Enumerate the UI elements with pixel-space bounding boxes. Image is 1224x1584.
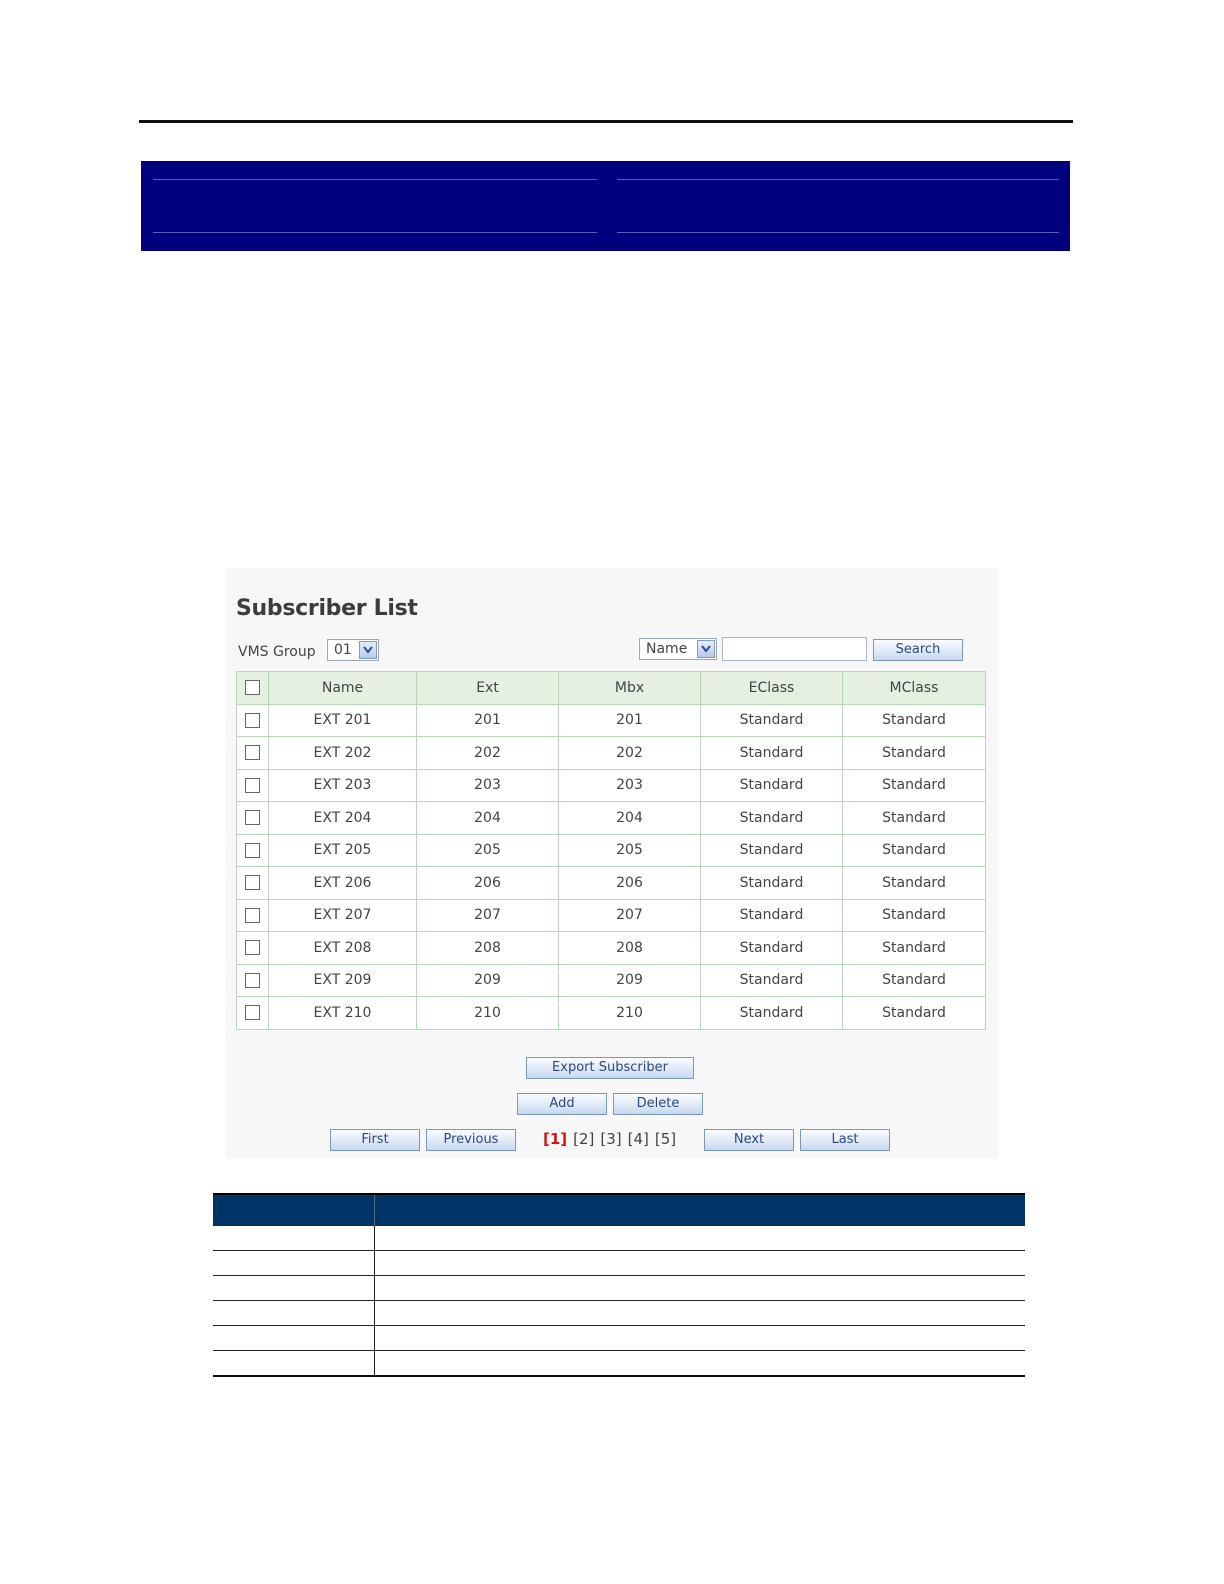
parameter-header-cell: [213, 1194, 374, 1226]
last-page-button[interactable]: Last: [800, 1129, 890, 1151]
select-all-checkbox[interactable]: [245, 680, 260, 695]
next-page-button[interactable]: Next: [704, 1129, 794, 1151]
cell-ext: 205: [417, 834, 559, 867]
cell-ext: 204: [417, 802, 559, 835]
cell-mclass: Standard: [843, 964, 986, 997]
table-row[interactable]: [237, 737, 986, 770]
table-row: [213, 1251, 1025, 1276]
row-select-cell[interactable]: [237, 769, 269, 802]
page-links: [543, 1130, 682, 1148]
row-select-cell[interactable]: [237, 737, 269, 770]
column-header-mclass[interactable]: MClass: [843, 672, 986, 705]
cell-mbx: 210: [559, 997, 701, 1030]
vms-group-value: 01: [334, 642, 352, 658]
cell-ext: 201: [417, 704, 559, 737]
table-row[interactable]: [237, 802, 986, 835]
chevron-down-icon[interactable]: [697, 640, 715, 658]
vms-group-select[interactable]: [327, 639, 379, 661]
cell-eclass: Standard: [701, 964, 843, 997]
cell-eclass: Standard: [701, 737, 843, 770]
column-header-name[interactable]: Name: [269, 672, 417, 705]
cell-mbx: 208: [559, 932, 701, 965]
cell-mclass: Standard: [843, 737, 986, 770]
cell-name: EXT 202: [269, 737, 417, 770]
page-link[interactable]: [5]: [654, 1130, 677, 1148]
cell-mbx: 206: [559, 867, 701, 900]
page-link-current[interactable]: [1]: [543, 1130, 568, 1148]
parameter-cell: [213, 1326, 374, 1351]
cell-mclass: Standard: [843, 899, 986, 932]
cell-mclass: Standard: [843, 867, 986, 900]
row-select-cell[interactable]: [237, 834, 269, 867]
parameter-cell: [213, 1276, 374, 1301]
table-row: [213, 1226, 1025, 1251]
table-row[interactable]: [237, 964, 986, 997]
cell-eclass: Standard: [701, 899, 843, 932]
cell-eclass: Standard: [701, 867, 843, 900]
subscriber-list-screenshot: [226, 568, 998, 1158]
cell-mbx: 209: [559, 964, 701, 997]
row-checkbox[interactable]: [245, 745, 260, 760]
row-checkbox[interactable]: [245, 908, 260, 923]
search-field-select[interactable]: [639, 638, 717, 660]
description-cell: [374, 1226, 1025, 1251]
add-button[interactable]: Add: [517, 1093, 607, 1115]
table-row: [213, 1326, 1025, 1351]
cell-name: EXT 208: [269, 932, 417, 965]
table-row: [213, 1351, 1025, 1377]
cell-name: EXT 209: [269, 964, 417, 997]
cell-name: EXT 201: [269, 704, 417, 737]
cell-mbx: 207: [559, 899, 701, 932]
page-link[interactable]: [3]: [600, 1130, 622, 1148]
delete-button[interactable]: Delete: [613, 1093, 703, 1115]
cell-eclass: Standard: [701, 834, 843, 867]
description-header-cell: [374, 1194, 1025, 1226]
cell-eclass: Standard: [701, 802, 843, 835]
export-subscriber-button[interactable]: Export Subscriber: [526, 1057, 694, 1079]
column-header-eclass[interactable]: EClass: [701, 672, 843, 705]
parameter-cell: [213, 1226, 374, 1251]
search-input[interactable]: [722, 637, 867, 661]
cell-ext: 209: [417, 964, 559, 997]
parameter-cell: [213, 1351, 374, 1377]
row-select-cell[interactable]: [237, 997, 269, 1030]
table-row[interactable]: [237, 769, 986, 802]
row-select-cell[interactable]: [237, 932, 269, 965]
row-checkbox[interactable]: [245, 1005, 260, 1020]
parameter-cell: [213, 1301, 374, 1326]
previous-page-button[interactable]: Previous: [426, 1129, 516, 1151]
cell-mclass: Standard: [843, 834, 986, 867]
row-select-cell[interactable]: [237, 964, 269, 997]
first-page-button[interactable]: First: [330, 1129, 420, 1151]
description-cell: [374, 1301, 1025, 1326]
cell-mclass: Standard: [843, 769, 986, 802]
table-row[interactable]: [237, 867, 986, 900]
cell-eclass: Standard: [701, 769, 843, 802]
cell-ext: 202: [417, 737, 559, 770]
row-checkbox[interactable]: [245, 778, 260, 793]
table-row: [213, 1276, 1025, 1301]
cell-ext: 206: [417, 867, 559, 900]
table-row[interactable]: [237, 997, 986, 1030]
top-rule: [139, 120, 1073, 123]
cell-mbx: 202: [559, 737, 701, 770]
row-select-cell[interactable]: [237, 899, 269, 932]
cell-name: EXT 210: [269, 997, 417, 1030]
row-select-cell[interactable]: [237, 867, 269, 900]
chevron-down-icon[interactable]: [359, 641, 377, 659]
vms-group-label: VMS Group: [238, 644, 316, 660]
cell-name: EXT 205: [269, 834, 417, 867]
column-header-mbx[interactable]: Mbx: [559, 672, 701, 705]
cell-ext: 207: [417, 899, 559, 932]
banner-line: [153, 179, 597, 180]
row-select-cell[interactable]: [237, 802, 269, 835]
cell-mclass: Standard: [843, 932, 986, 965]
row-checkbox[interactable]: [245, 875, 260, 890]
cell-mclass: Standard: [843, 802, 986, 835]
cell-eclass: Standard: [701, 704, 843, 737]
table-row[interactable]: [237, 834, 986, 867]
row-checkbox[interactable]: [245, 810, 260, 825]
parameter-table-header: [213, 1194, 1025, 1226]
page-link[interactable]: [4]: [627, 1130, 649, 1148]
row-select-cell[interactable]: [237, 704, 269, 737]
search-field-value: Name: [646, 641, 688, 657]
table-row[interactable]: [237, 899, 986, 932]
cell-mbx: 205: [559, 834, 701, 867]
row-checkbox[interactable]: [245, 940, 260, 955]
header-banner: [141, 161, 1070, 251]
column-header-ext[interactable]: Ext: [417, 672, 559, 705]
row-checkbox[interactable]: [245, 843, 260, 858]
description-cell: [374, 1326, 1025, 1351]
banner-line: [153, 232, 597, 233]
cell-mclass: Standard: [843, 704, 986, 737]
subscriber-table: [236, 671, 986, 1030]
banner-line: [617, 179, 1059, 180]
table-row[interactable]: [237, 932, 986, 965]
description-cell: [374, 1251, 1025, 1276]
description-cell: [374, 1276, 1025, 1301]
cell-ext: 208: [417, 932, 559, 965]
cell-ext: 210: [417, 997, 559, 1030]
cell-name: EXT 207: [269, 899, 417, 932]
row-checkbox[interactable]: [245, 973, 260, 988]
page-title: Subscriber List: [236, 596, 418, 621]
page-link[interactable]: [2]: [573, 1130, 595, 1148]
row-checkbox[interactable]: [245, 713, 260, 728]
cell-mbx: 203: [559, 769, 701, 802]
search-button[interactable]: Search: [873, 639, 963, 661]
cell-eclass: Standard: [701, 932, 843, 965]
table-row[interactable]: [237, 704, 986, 737]
table-row: [213, 1301, 1025, 1326]
cell-mclass: Standard: [843, 997, 986, 1030]
description-cell: [374, 1351, 1025, 1377]
cell-mbx: 204: [559, 802, 701, 835]
select-all-cell[interactable]: [237, 672, 269, 705]
cell-name: EXT 204: [269, 802, 417, 835]
parameter-cell: [213, 1251, 374, 1276]
cell-name: EXT 206: [269, 867, 417, 900]
cell-eclass: Standard: [701, 997, 843, 1030]
banner-line: [617, 232, 1059, 233]
cell-name: EXT 203: [269, 769, 417, 802]
parameter-table: [213, 1193, 1025, 1377]
cell-ext: 203: [417, 769, 559, 802]
table-header-row: [237, 672, 986, 705]
cell-mbx: 201: [559, 704, 701, 737]
